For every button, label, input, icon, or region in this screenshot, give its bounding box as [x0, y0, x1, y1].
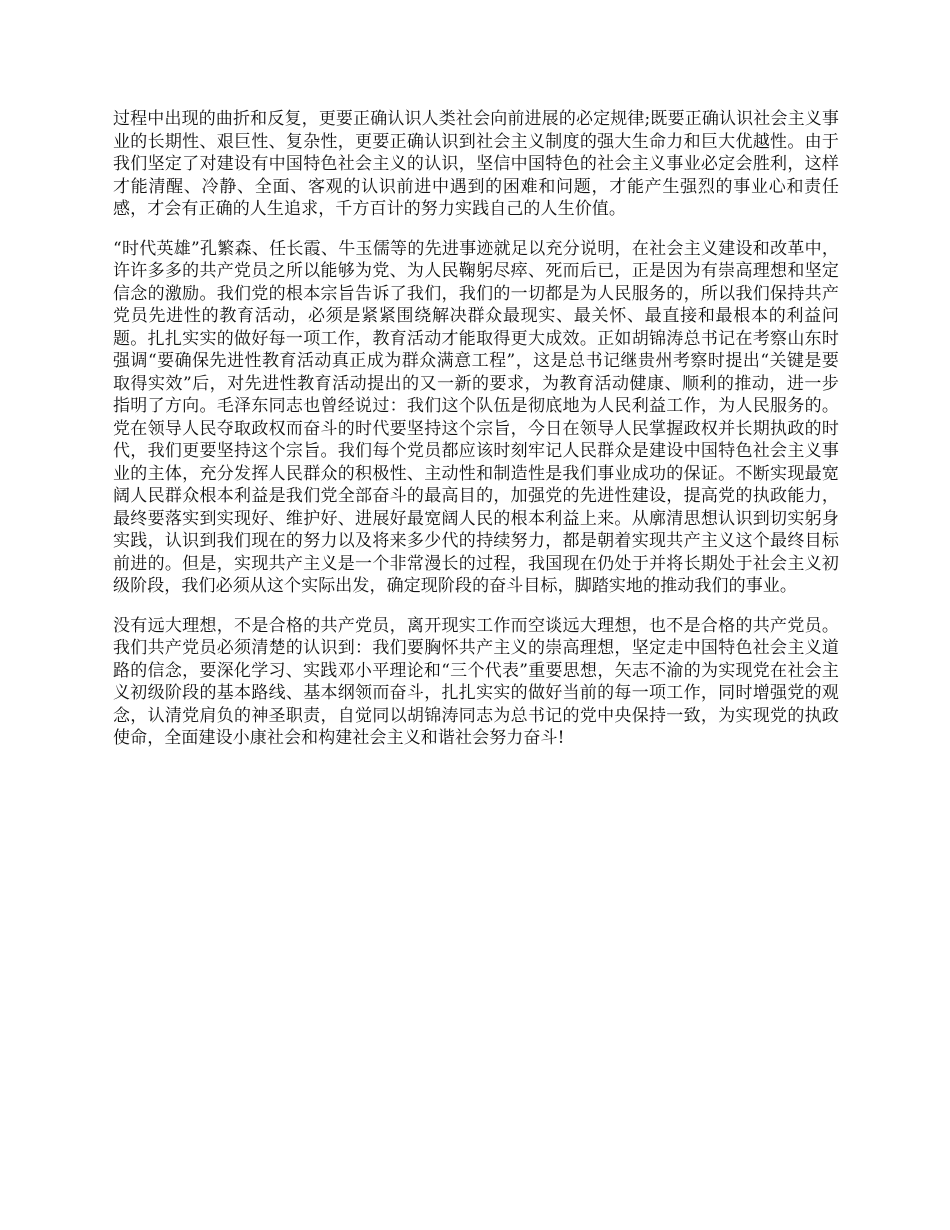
paragraph-3: 没有远大理想，不是合格的共产党员，离开现实工作而空谈远大理想，也不是合格的共产党员。我们共产党员必须清楚的认识到：我们要胸怀共产主义的崇高理想，坚定走中国特色社会主义道路的信念，要深化学习、实践邓小平理论和“三个代表”重要思想，矢志不渝的为实现党在社会主义初级阶段的基本路线、基本纲领而奋斗，扎扎实实的做好当前的每一项工作，同时增强党的观念，认清党肩负的神圣职责，自觉同以胡锦涛同志为总书记的党中央保持一致，为实现党的执政使命，全面建设小康社会和构建社会主义和谐社会努力奋斗! — [113, 615, 839, 748]
paragraph-2: “时代英雄”孔繁森、任长霞、牛玉儒等的先进事迹就足以充分说明，在社会主义建设和改革中，许许多多的共产党员之所以能够为党、为人民鞠躬尽瘁、死而后已，正是因为有崇高理想和坚定信念的激励。我们党的根本宗旨告诉了我们，我们的一切都是为人民服务的，所以我们保持共产党员先进性的教育活动，必须是紧紧围绕解决群众最现实、最关怀、最直接和最根本的利益问题。扎扎实实的做好每一项工作，教育活动才能取得更大成效。正如胡锦涛总书记在考察山东时强调“要确保先进性教育活动真正成为群众满意工程”，这是总书记继贵州考察时提出“关键是要取得实效”后，对先进性教育活动提出的又一新的要求，为教育活动健康、顺利的推动，进一步指明了方向。毛泽东同志也曾经说过：我们这个队伍是彻底地为人民利益工作，为人民服务的。党在领导人民夺取政权而奋斗的时代要坚持这个宗旨，今日在领导人民掌握政权并长期执政的时代，我们更要坚持这个宗旨。我们每个党员都应该时刻牢记人民群众是建设中国特色社会主义事业的主体，充分发挥人民群众的积极性、主动性和制造性是我们事业成功的保证。不断实现最宽阔人民群众根本利益是我们党全部奋斗的最高目的，加强党的先进性建设，提高党的执政能力，最终要落实到实现好、维护好、进展好最宽阔人民的根本利益上来。从廓清思想认识到切实躬身实践，认识到我们现在的努力以及将来多少代的持续努力，都是朝着实现共产主义这个最终目标前进的。但是，实现共产主义是一个非常漫长的过程，我国现在仍处于并将长期处于社会主义初级阶段，我们必须从这个实际出发，确定现阶段的奋斗目标，脚踏实地的推动我们的事业。 — [113, 238, 839, 596]
paragraph-1: 过程中出现的曲折和反复，更要正确认识人类社会向前进展的必定规律;既要正确认识社会主义事业的长期性、艰巨性、复杂性，更要正确认识到社会主义制度的强大生命力和巨大优越性。由于我们坚定了对建设有中国特色社会主义的认识，坚信中国特色的社会主义事业必定会胜利，这样才能清醒、冷静、全面、客观的认识前进中遇到的困难和问题，才能产生强烈的事业心和责任感，才会有正确的人生追求，千方百计的努力实践自己的人生价值。 — [113, 109, 839, 219]
document-body — [113, 108, 839, 767]
